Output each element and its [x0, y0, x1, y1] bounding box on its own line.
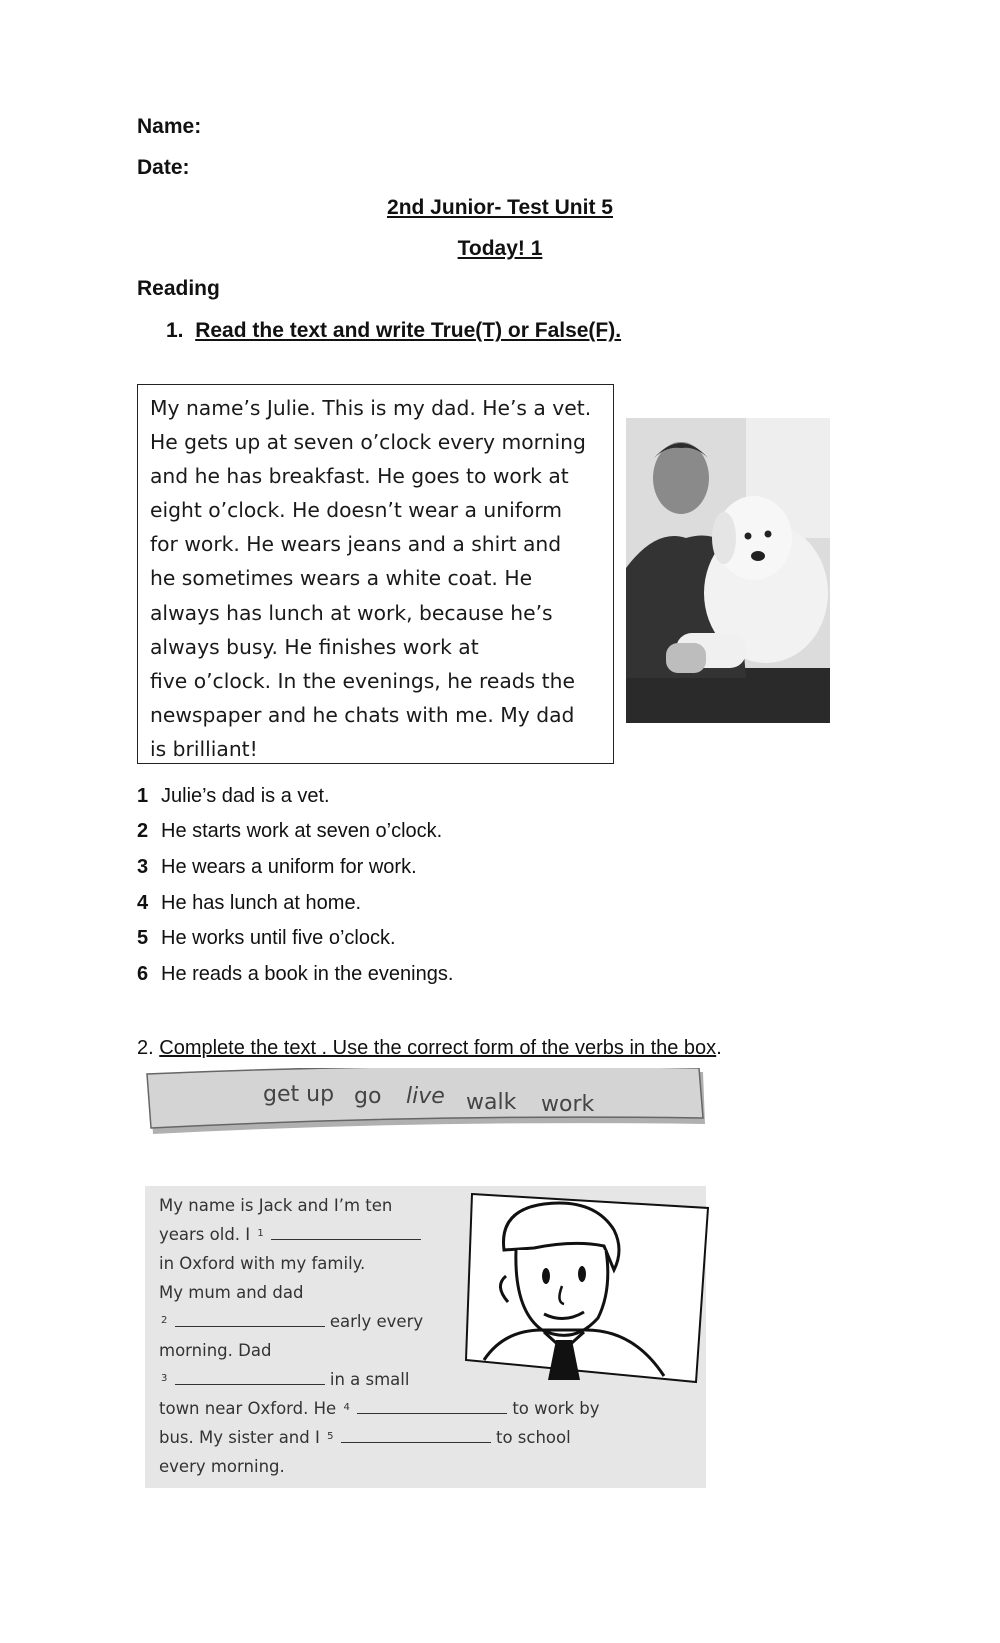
- blank-5-number: 5: [327, 1431, 334, 1442]
- cloze-line-7: [159, 1370, 409, 1389]
- blank-3-number: 3: [161, 1373, 168, 1384]
- blank-1[interactable]: [271, 1225, 421, 1240]
- blank-3[interactable]: [175, 1370, 325, 1385]
- vet-photo-illustration: [626, 418, 830, 723]
- cloze-line-2-text: years old. I: [159, 1225, 251, 1244]
- exercise2-instruction: [137, 1037, 722, 1060]
- cloze-line-5: [159, 1312, 423, 1331]
- exercise2-number: 2.: [137, 1037, 154, 1059]
- cloze-line-2: [159, 1225, 421, 1244]
- verb-get-up: get up: [263, 1082, 335, 1107]
- exercise1-number: 1.: [166, 319, 184, 342]
- name-label: Name:: [137, 115, 202, 138]
- statement-3-number: 3: [137, 856, 149, 878]
- cloze-line-8-end: to work by: [512, 1399, 600, 1418]
- statement-5: [137, 927, 396, 950]
- cloze-line-8-text: town near Oxford. He: [159, 1399, 337, 1418]
- boy-illustration: [464, 1190, 714, 1386]
- date-label: Date:: [137, 156, 190, 179]
- cloze-line-5-text: early every: [329, 1312, 424, 1331]
- page-title-text: 2nd Junior- Test Unit 5: [387, 196, 613, 219]
- vet-with-dog-photo: [626, 418, 830, 723]
- statement-5-number: 5: [137, 927, 149, 949]
- statement-3: [137, 856, 417, 879]
- cloze-line-1: My name is Jack and I’m ten: [159, 1196, 393, 1215]
- statement-6: [137, 963, 453, 986]
- cloze-line-9-text: bus. My sister and I: [159, 1428, 320, 1447]
- blank-2[interactable]: [175, 1312, 325, 1327]
- statement-4: [137, 892, 361, 915]
- verb-box: [143, 1068, 707, 1144]
- verb-work: work: [541, 1092, 595, 1117]
- page-title: [0, 196, 1000, 220]
- section-heading: Reading: [137, 277, 220, 300]
- cloze-line-4: My mum and dad: [159, 1283, 304, 1302]
- page-subtitle-text: Today! 1: [457, 237, 543, 260]
- verb-live: live: [406, 1084, 445, 1109]
- blank-1-number: 1: [257, 1228, 264, 1239]
- blank-2-number: 2: [161, 1315, 168, 1326]
- reading-text-box: My name’s Julie. This is my dad. He’s a vet. He gets up at seven o’clock every morning and he has breakfast. He goes to work at eight o’clock. He doesn’t wear a uniform for work. He wears jeans and a shirt and he sometimes wears a white coat. He always has lunch at work, because he’s always busy. He finishes work at five o’clock. In the evenings, he reads the newspaper and he chats with me. My dad is brilliant!: [137, 384, 614, 764]
- exercise2-instruction-end: .: [716, 1037, 722, 1059]
- statement-4-number: 4: [137, 892, 149, 914]
- cloze-line-7-text: in a small: [329, 1370, 410, 1389]
- statement-1-text: Julie’s dad is a vet.: [161, 785, 330, 807]
- page-subtitle: [0, 237, 1000, 261]
- verb-go: go: [354, 1084, 382, 1109]
- statement-1: [137, 785, 330, 808]
- blank-4[interactable]: [357, 1399, 507, 1414]
- cloze-line-6: morning. Dad: [159, 1341, 272, 1360]
- statement-2: [137, 820, 442, 843]
- statement-6-text: He reads a book in the evenings.: [161, 963, 454, 985]
- exercise1-instruction-text: Read the text and write True(T) or False(F).: [195, 319, 622, 342]
- statement-6-number: 6: [137, 963, 149, 985]
- cloze-line-10: every morning.: [159, 1457, 285, 1476]
- cloze-line-9-end: to school: [495, 1428, 571, 1447]
- statement-5-text: He works until five o’clock.: [161, 927, 396, 949]
- cloze-line-9: [159, 1428, 571, 1447]
- statement-4-text: He has lunch at home.: [161, 892, 362, 914]
- boy-drawing: [464, 1190, 714, 1386]
- blank-4-number: 4: [343, 1402, 350, 1413]
- statement-2-text: He starts work at seven o’clock.: [161, 820, 443, 842]
- blank-5[interactable]: [341, 1428, 491, 1443]
- statement-1-number: 1: [137, 785, 149, 807]
- cloze-line-8: [159, 1399, 600, 1418]
- statement-3-text: He wears a uniform for work.: [161, 856, 417, 878]
- statement-2-number: 2: [137, 820, 149, 842]
- exercise2-instruction-text: Complete the text . Use the correct form of the verbs in the box: [159, 1037, 717, 1059]
- exercise1-instruction: [166, 319, 621, 343]
- cloze-line-3: in Oxford with my family.: [159, 1254, 366, 1273]
- verb-walk: walk: [466, 1090, 517, 1115]
